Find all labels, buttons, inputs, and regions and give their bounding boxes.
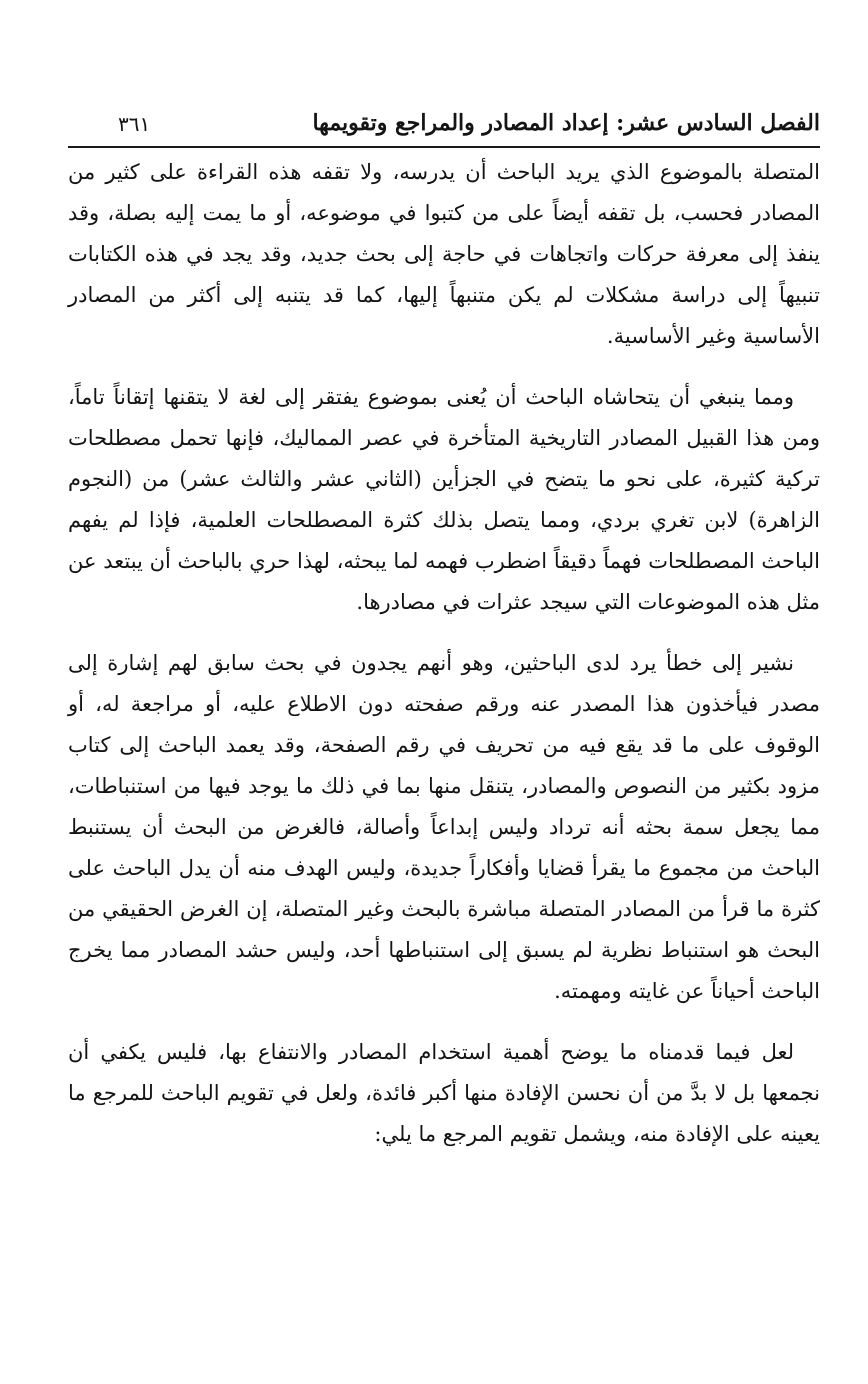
page-number: ٣٦١ — [118, 112, 151, 136]
chapter-title: الفصل السادس عشر: إعداد المصادر والمراجع وتقويمها — [312, 110, 820, 136]
paragraph-4: لعل فيما قدمناه ما يوضح أهمية استخدام المصادر والانتفاع بها، فليس يكفي أن نجمعها بل لا بدَّ من أن نحسن الإفادة منها أكبر فائدة، ولعل في تقويم الباحث للمرجع ما يعينه على الإفادة منه، ويشمل تقويم المرجع ما يلي: — [68, 1040, 820, 1146]
running-header — [68, 100, 820, 148]
paragraph-3: نشير إلى خطأ يرد لدى الباحثين، وهو أنهم يجدون في بحث سابق لهم إشارة إلى مصدر فيأخذون هذا المصدر عنه ورقم صفحته دون الاطلاع عليه، أو مراجعة له، أو الوقوف على ما قد يقع فيه من تحريف في رقم الصفحة، وقد يعمد الباحث إلى كتاب مزود بكثير من النصوص والمصادر، يتنقل منها بما في ذلك ما يوجد فيها من استنباطات، مما يجعل سمة بحثه أنه ترداد وليس إبداعاً وأصالة، فالغرض من البحث أن يستنبط الباحث من مجموع ما يقرأ قضايا وأفكاراً جديدة، وليس الهدف منه أن يدل الباحث على كثرة ما قرأ من المصادر المتصلة مباشرة بالبحث وغير المتصلة، إن الغرض الحقيقي من البحث هو استنباط نظرية لم يسبق إلى استنباطها أحد، وليس حشد المصادر مما يخرج الباحث أحياناً عن غايته ومهمته. — [68, 651, 820, 1003]
body-text — [68, 152, 820, 1155]
paragraph-2: ومما ينبغي أن يتحاشاه الباحث أن يُعنى بموضوع يفتقر إلى لغة لا يتقنها إتقاناً تاماً، ومن هذا القبيل المصادر التاريخية المتأخرة في عصر المماليك، فإنها تحمل مصطلحات تركية كثيرة، على نحو ما يتضح في الجزأين (الثاني عشر والثالث عشر) من (النجوم الزاهرة) لابن تغري بردي، ومما يتصل بذلك كثرة المصطلحات العلمية، فإذا لم يفهم الباحث المصطلحات فهماً دقيقاً اضطرب فهمه لما يبحثه، لهذا حري بالباحث أن يبتعد عن مثل هذه الموضوعات التي سيجد عثرات في مصادرها. — [68, 385, 820, 614]
paragraph-1: المتصلة بالموضوع الذي يريد الباحث أن يدرسه، ولا تقفه هذه القراءة على كثير من المصادر فحسب، بل تقفه أيضاً على من كتبوا في موضوعه، أو ما يمت إليه بصلة، وقد ينفذ إلى معرفة حركات واتجاهات في حاجة إلى بحث جديد، وقد يجد في هذه الكتابات تنبيهاً إلى دراسة مشكلات لم يكن متنبهاً إليها، كما قد يتنبه إلى أكثر من المصادر الأساسية وغير الأساسية. — [68, 160, 820, 348]
book-page — [68, 100, 820, 1175]
